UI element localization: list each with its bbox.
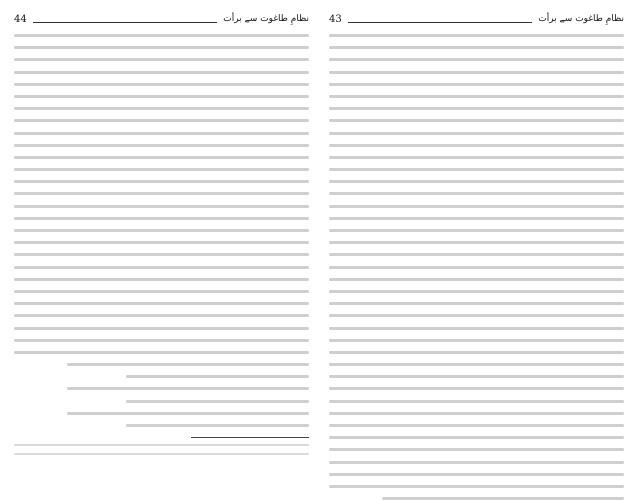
- text-line: [329, 400, 624, 403]
- footnote: [14, 444, 309, 455]
- text-line: [329, 205, 624, 208]
- text-line: [329, 485, 624, 488]
- text-line: [329, 83, 624, 86]
- page-body-right: [329, 34, 624, 500]
- text-line: [14, 217, 309, 220]
- text-line: [126, 375, 309, 378]
- text-line: [329, 156, 624, 159]
- text-line: [329, 375, 624, 378]
- text-line: [329, 278, 624, 281]
- text-line: [14, 241, 309, 244]
- text-line: [329, 217, 624, 220]
- text-line: [14, 107, 309, 110]
- page-body-left: [14, 34, 309, 427]
- text-line: [14, 132, 309, 135]
- text-line: [329, 34, 624, 37]
- text-line: [329, 241, 624, 244]
- text-line: [14, 46, 309, 49]
- text-line: [329, 461, 624, 464]
- text-line: [329, 95, 624, 98]
- text-line: [14, 339, 309, 342]
- text-line: [14, 168, 309, 171]
- text-line: [329, 290, 624, 293]
- text-line: [329, 132, 624, 135]
- text-line: [14, 180, 309, 183]
- text-line: [329, 327, 624, 330]
- text-line: [14, 278, 309, 281]
- page-header-left: [14, 10, 309, 28]
- text-line: [329, 436, 624, 439]
- text-line: [329, 192, 624, 195]
- text-line: [329, 387, 624, 390]
- page-right: [329, 10, 624, 425]
- text-line: [329, 144, 624, 147]
- text-line: [329, 412, 624, 415]
- text-line: [14, 95, 309, 98]
- text-line: [14, 253, 309, 256]
- text-line: [329, 58, 624, 61]
- text-line: [14, 156, 309, 159]
- text-line: [14, 266, 309, 269]
- text-line: [329, 119, 624, 122]
- text-line: [14, 205, 309, 208]
- text-line: [329, 351, 624, 354]
- text-line: [14, 83, 309, 86]
- page-number: 43: [329, 13, 342, 25]
- text-line: [14, 314, 309, 317]
- text-line: [14, 192, 309, 195]
- text-line: [329, 107, 624, 110]
- text-line: [14, 144, 309, 147]
- header-rule: [348, 22, 532, 23]
- text-line: [329, 168, 624, 171]
- text-line: [329, 229, 624, 232]
- text-line: [329, 363, 624, 366]
- footnote-rule: [191, 437, 309, 438]
- text-line: [67, 412, 309, 415]
- page-header-right: [329, 10, 624, 28]
- text-line: [14, 351, 309, 354]
- text-line: [126, 400, 309, 403]
- running-title: نظامِ طاغوت سے برأت: [538, 14, 624, 24]
- footnote-line: [14, 444, 309, 446]
- text-line: [14, 71, 309, 74]
- text-line: [329, 424, 624, 427]
- text-line: [329, 314, 624, 317]
- text-line: [14, 34, 309, 37]
- page-left: [14, 10, 309, 425]
- text-line: [329, 448, 624, 451]
- text-line: [329, 180, 624, 183]
- text-line: [67, 363, 309, 366]
- header-rule: [33, 22, 217, 23]
- text-line: [329, 253, 624, 256]
- text-line: [329, 339, 624, 342]
- text-line: [67, 387, 309, 390]
- text-line: [329, 302, 624, 305]
- text-line: [14, 58, 309, 61]
- text-line: [14, 327, 309, 330]
- page-number: 44: [14, 13, 27, 25]
- footnote-line: [14, 453, 309, 455]
- text-line: [14, 119, 309, 122]
- running-title: نظامِ طاغوت سے برأت: [223, 14, 309, 24]
- text-line: [329, 71, 624, 74]
- text-line: [329, 266, 624, 269]
- text-line: [14, 229, 309, 232]
- text-line: [14, 302, 309, 305]
- text-line: [329, 473, 624, 476]
- text-line: [329, 46, 624, 49]
- text-line: [14, 290, 309, 293]
- text-line: [126, 424, 309, 427]
